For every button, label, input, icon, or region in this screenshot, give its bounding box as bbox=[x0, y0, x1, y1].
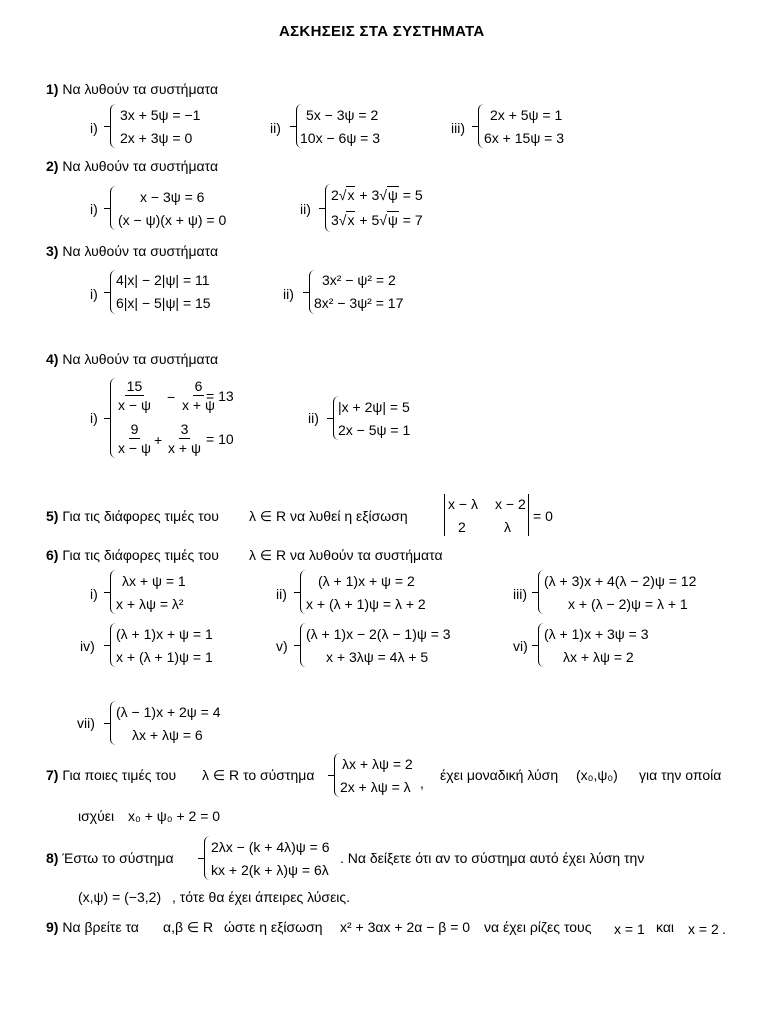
system-row: x − 3ψ = 6 bbox=[140, 189, 205, 205]
comma: , bbox=[420, 775, 424, 791]
label-iv: iv) bbox=[80, 638, 95, 654]
system-row: 2x + λψ = λ bbox=[340, 779, 411, 795]
fraction: $\frac{15}{x - \psi}$ bbox=[118, 378, 151, 414]
system-row: 2x + 3ψ = 0 bbox=[120, 130, 193, 146]
question-text: Να βρείτε τα bbox=[62, 919, 139, 935]
fraction: $\frac{6}{x + \psi}$ bbox=[182, 378, 215, 414]
label-iii: iii) bbox=[451, 120, 465, 136]
question-text: έχει μοναδική λύση bbox=[440, 767, 559, 783]
det-cell-d: λ bbox=[504, 519, 511, 535]
question-number: 7) bbox=[46, 767, 59, 783]
question-text: Για ποιες τιμές του bbox=[62, 767, 177, 783]
question-5-line bbox=[46, 509, 219, 523]
fraction: $\frac{3}{x + \psi}$ bbox=[168, 421, 201, 457]
system-row: 2√x + 3√ψ = 5 bbox=[331, 187, 423, 203]
system-brace bbox=[110, 186, 118, 230]
question-text: Έστω το σύστημα bbox=[62, 850, 174, 866]
label-v: v) bbox=[276, 638, 288, 654]
question-text: το σύστημα bbox=[243, 767, 315, 783]
question-2-header bbox=[46, 159, 218, 173]
root-2: x = 2 bbox=[688, 921, 719, 937]
question-1-header bbox=[46, 82, 218, 96]
system-row: (λ + 1)x − 2(λ − 1)ψ = 3 bbox=[306, 626, 451, 642]
solution-pair: (x₀,ψ₀) bbox=[576, 767, 618, 783]
root-1: x = 1 bbox=[614, 921, 645, 937]
question-number: 2) bbox=[46, 158, 59, 174]
system-row: (λ + 1)x + ψ = 1 bbox=[116, 626, 213, 642]
system-row: kx + 2(k + λ)ψ = 6λ bbox=[211, 862, 329, 878]
period: . bbox=[722, 921, 726, 937]
system-row: x + λψ = λ² bbox=[116, 596, 184, 612]
system-row: 8x² − 3ψ² = 17 bbox=[314, 295, 404, 311]
system-row: 2x − 5ψ = 1 bbox=[338, 422, 411, 438]
question-text: , τότε θα έχει άπειρες λύσεις. bbox=[172, 889, 351, 905]
question-7-line bbox=[46, 768, 176, 782]
system-row: x + 3λψ = 4λ + 5 bbox=[326, 649, 429, 665]
label-ii: ii) bbox=[276, 586, 287, 602]
label-ii: ii) bbox=[270, 120, 281, 136]
label-i: i) bbox=[90, 120, 98, 136]
system-row: 3√x + 5√ψ = 7 bbox=[331, 212, 423, 228]
system-row: 4|x| − 2|ψ| = 11 bbox=[116, 272, 210, 288]
label-i: i) bbox=[90, 410, 98, 426]
condition-equation: x₀ + ψ₀ + 2 = 0 bbox=[128, 808, 221, 824]
system-row: (λ + 3)x + 4(λ − 2)ψ = 12 bbox=[544, 573, 697, 589]
system-row: 10x − 6ψ = 3 bbox=[300, 130, 381, 146]
solution-pair: (x,ψ) = (−3,2) bbox=[78, 889, 162, 905]
system-row: λx + λψ = 6 bbox=[132, 727, 203, 743]
question-6-line bbox=[46, 548, 219, 562]
system-row: 3x + 5ψ = −1 bbox=[120, 107, 201, 123]
question-text: να έχει ρίζες τους bbox=[484, 919, 592, 935]
question-9-line bbox=[46, 920, 139, 934]
question-text: να λυθεί η εξίσωση bbox=[290, 508, 408, 524]
question-number: 4) bbox=[46, 351, 59, 367]
determinant-bar-right bbox=[528, 494, 529, 536]
system-row: |x + 2ψ| = 5 bbox=[338, 399, 410, 415]
alpha-beta-in-r: α,β ∈ R bbox=[163, 919, 214, 935]
label-vii: vii) bbox=[77, 715, 95, 731]
quadratic-equation: x² + 3αx + 2α − β = 0 bbox=[340, 919, 471, 935]
question-text: . Να δείξετε ότι αν το σύστημα αυτό έχει λύση την bbox=[340, 850, 645, 866]
question-text: και bbox=[656, 919, 675, 935]
question-text: να λυθούν τα συστήματα bbox=[290, 547, 443, 563]
question-8-line bbox=[46, 851, 174, 865]
det-cell-b: x − 2 bbox=[495, 496, 526, 512]
label-i: i) bbox=[90, 286, 98, 302]
system-row: (λ + 1)x + ψ = 2 bbox=[318, 573, 415, 589]
determinant-bar-left bbox=[444, 494, 445, 536]
system-row: 2x + 5ψ = 1 bbox=[490, 107, 563, 123]
system-row: 6x + 15ψ = 3 bbox=[484, 130, 565, 146]
operator: + bbox=[154, 432, 163, 448]
system-row: 5x − 3ψ = 2 bbox=[306, 107, 379, 123]
operator: − bbox=[167, 389, 176, 405]
system-row: λx + ψ = 1 bbox=[122, 573, 186, 589]
page-title: ΑΣΚΗΣΕΙΣ ΣΤΑ ΣΥΣΤΗΜΑΤΑ bbox=[279, 23, 485, 40]
label-ii: ii) bbox=[283, 286, 294, 302]
system-brace bbox=[110, 104, 118, 148]
system-row: x + (λ + 1)ψ = λ + 2 bbox=[306, 596, 426, 612]
question-text: ώστε η εξίσωση bbox=[224, 919, 323, 935]
label-ii: ii) bbox=[300, 201, 311, 217]
question-number: 6) bbox=[46, 547, 59, 563]
question-text: Να λυθούν τα συστήματα bbox=[62, 243, 219, 259]
question-text: Να λυθούν τα συστήματα bbox=[62, 351, 219, 367]
system-row: x + (λ − 2)ψ = λ + 1 bbox=[568, 596, 688, 612]
question-number: 1) bbox=[46, 81, 59, 97]
question-4-header bbox=[46, 352, 218, 366]
equation-rhs: = 10 bbox=[206, 431, 234, 447]
question-text: Να λυθούν τα συστήματα bbox=[62, 81, 219, 97]
question-3-header bbox=[46, 244, 218, 258]
system-row: 3x² − ψ² = 2 bbox=[322, 272, 396, 288]
question-number: 3) bbox=[46, 243, 59, 259]
system-row: (λ − 1)x + 2ψ = 4 bbox=[116, 704, 221, 720]
question-number: 8) bbox=[46, 850, 59, 866]
equation-rhs: = 13 bbox=[206, 388, 234, 404]
system-row: (x − ψ)(x + ψ) = 0 bbox=[118, 212, 227, 228]
fraction: $\frac{9}{x - \psi}$ bbox=[118, 421, 151, 457]
question-number: 9) bbox=[46, 919, 59, 935]
det-cell-c: 2 bbox=[458, 519, 466, 535]
question-text: Για τις διάφορες τιμές του bbox=[62, 547, 219, 563]
system-row: λx + λψ = 2 bbox=[563, 649, 634, 665]
system-row: 2λx − (k + 4λ)ψ = 6 bbox=[211, 839, 330, 855]
system-row: λx + λψ = 2 bbox=[342, 756, 413, 772]
det-cell-a: x − λ bbox=[448, 496, 478, 512]
question-text: Να λυθούν τα συστήματα bbox=[62, 158, 219, 174]
lambda-in-r: λ ∈ R bbox=[249, 547, 287, 563]
label-i: i) bbox=[90, 586, 98, 602]
question-number: 5) bbox=[46, 508, 59, 524]
lambda-in-r: λ ∈ R bbox=[202, 767, 240, 783]
system-row: 6|x| − 5|ψ| = 15 bbox=[116, 295, 211, 311]
question-text: Για τις διάφορες τιμές του bbox=[62, 508, 219, 524]
question-text: ισχύει bbox=[78, 808, 115, 824]
label-vi: vi) bbox=[513, 638, 528, 654]
equation-rhs: = 0 bbox=[533, 508, 553, 524]
system-row: (λ + 1)x + 3ψ = 3 bbox=[544, 626, 649, 642]
label-ii: ii) bbox=[308, 410, 319, 426]
question-text: για την οποία bbox=[639, 767, 722, 783]
lambda-in-r: λ ∈ R bbox=[249, 508, 287, 524]
label-i: i) bbox=[90, 201, 98, 217]
label-iii: iii) bbox=[513, 586, 527, 602]
system-row: x + (λ + 1)ψ = 1 bbox=[116, 649, 213, 665]
